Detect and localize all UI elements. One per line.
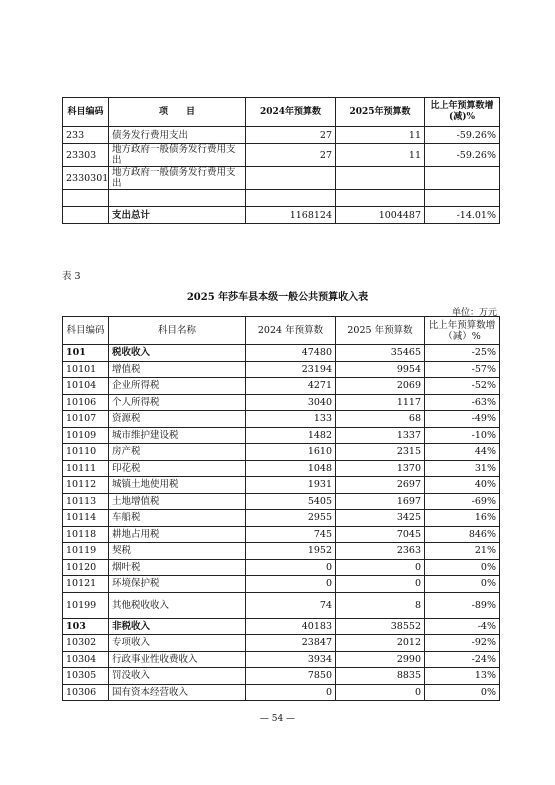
table-row: [63, 543, 500, 560]
cell-code: [63, 190, 109, 207]
table-row: [63, 345, 500, 362]
header-2024: 2024 年预算数: [246, 317, 336, 345]
cell-2024: 1931: [246, 477, 336, 494]
cell-change: 846%: [425, 526, 500, 543]
cell-name: 烟叶税: [109, 559, 246, 576]
header-code: 科目编码: [63, 317, 109, 345]
cell-2025: [336, 190, 425, 207]
cell-code: 10113: [63, 493, 109, 510]
cell-name: 国有资本经营收入: [109, 684, 246, 701]
cell-2024: 4271: [246, 378, 336, 395]
table-row: [63, 167, 500, 190]
cell-change: -4%: [425, 618, 500, 635]
cell-2024: 27: [246, 144, 336, 167]
cell-code: 10199: [63, 592, 109, 618]
cell-code: 10118: [63, 526, 109, 543]
cell-2025: 1004487: [336, 207, 425, 224]
table-row: [63, 592, 500, 618]
cell-2024: 5405: [246, 493, 336, 510]
cell-2025: 2990: [336, 651, 425, 668]
cell-code: 2330301: [63, 167, 109, 190]
table-row: [63, 684, 500, 701]
cell-name: 行政事业性收费收入: [109, 651, 246, 668]
cell-2025: 0: [336, 559, 425, 576]
cell-change: -49%: [425, 411, 500, 428]
cell-2024: 1482: [246, 427, 336, 444]
cell-name: 土地增值税: [109, 493, 246, 510]
cell-2025: 1370: [336, 460, 425, 477]
cell-change: [425, 167, 500, 190]
table-row: [63, 493, 500, 510]
cell-name: 增值税: [109, 361, 246, 378]
cell-2024: 47480: [246, 345, 336, 362]
cell-2024: 1952: [246, 543, 336, 560]
cell-change: 40%: [425, 477, 500, 494]
header-change: 比上年预算数增(减)%: [425, 98, 500, 127]
cell-change: -24%: [425, 651, 500, 668]
table-row: [63, 378, 500, 395]
table-row: [63, 190, 500, 207]
cell-2025: 68: [336, 411, 425, 428]
cell-2024: 3934: [246, 651, 336, 668]
table-row: [63, 559, 500, 576]
table-row: [63, 127, 500, 144]
cell-code: 10110: [63, 444, 109, 461]
cell-code: 10305: [63, 668, 109, 685]
cell-name: 车船税: [109, 510, 246, 527]
table-number-label: 表 3: [62, 271, 81, 282]
cell-name: 房产税: [109, 444, 246, 461]
cell-2024: 7850: [246, 668, 336, 685]
cell-change: 21%: [425, 543, 500, 560]
cell-2024: 0: [246, 559, 336, 576]
table-row: [63, 427, 500, 444]
cell-name: 地方政府一般债务发行费用支出: [109, 167, 246, 190]
cell-2024: 1168124: [246, 207, 336, 224]
cell-name: 资源税: [109, 411, 246, 428]
cell-2024: 0: [246, 576, 336, 593]
table-title: 2025 年莎车县本级一般公共预算收入表: [186, 292, 369, 303]
cell-change: -25%: [425, 345, 500, 362]
cell-2025: 1697: [336, 493, 425, 510]
cell-2025: 2315: [336, 444, 425, 461]
cell-2025: 8: [336, 592, 425, 618]
cell-code: 10114: [63, 510, 109, 527]
cell-2025: 0: [336, 576, 425, 593]
table-row: [63, 651, 500, 668]
cell-name: 专项收入: [109, 635, 246, 652]
cell-code: 101: [63, 345, 109, 362]
revenue-table: [62, 316, 500, 701]
cell-2024: 3040: [246, 394, 336, 411]
cell-2025: 2069: [336, 378, 425, 395]
cell-2024: 745: [246, 526, 336, 543]
cell-change: 0%: [425, 576, 500, 593]
cell-code: 10104: [63, 378, 109, 395]
table-header-row: [63, 98, 500, 127]
table-row: [63, 144, 500, 167]
cell-name: [109, 190, 246, 207]
cell-code: 10106: [63, 394, 109, 411]
cell-code: 10112: [63, 477, 109, 494]
cell-2024: 133: [246, 411, 336, 428]
cell-2024: 2955: [246, 510, 336, 527]
cell-code: 10111: [63, 460, 109, 477]
table-row: [63, 394, 500, 411]
cell-2024: [246, 190, 336, 207]
cell-2024: 23194: [246, 361, 336, 378]
cell-2024: 1610: [246, 444, 336, 461]
cell-change: -63%: [425, 394, 500, 411]
cell-name: 罚没收入: [109, 668, 246, 685]
cell-2025: 2012: [336, 635, 425, 652]
cell-change: 13%: [425, 668, 500, 685]
cell-name: 地方政府一般债务发行费用支出: [109, 144, 246, 167]
cell-code: 10109: [63, 427, 109, 444]
cell-code: 10107: [63, 411, 109, 428]
cell-change: -14.01%: [425, 207, 500, 224]
cell-change: [425, 190, 500, 207]
cell-2025: 2697: [336, 477, 425, 494]
table-row: [63, 477, 500, 494]
cell-name: 支出总计: [109, 207, 246, 224]
cell-code: 10119: [63, 543, 109, 560]
cell-2025: 8835: [336, 668, 425, 685]
header-change: 比上年预算数增（减）%: [425, 317, 500, 345]
table-row: [63, 361, 500, 378]
cell-2025: 3425: [336, 510, 425, 527]
cell-change: 16%: [425, 510, 500, 527]
cell-2025: 1337: [336, 427, 425, 444]
cell-change: 0%: [425, 684, 500, 701]
cell-2024: 0: [246, 684, 336, 701]
cell-name: 印花税: [109, 460, 246, 477]
cell-change: 44%: [425, 444, 500, 461]
table-row: [63, 576, 500, 593]
cell-2025: 11: [336, 127, 425, 144]
cell-name: 城镇土地使用税: [109, 477, 246, 494]
table-row: [63, 510, 500, 527]
cell-change: 31%: [425, 460, 500, 477]
cell-code: [63, 207, 109, 224]
cell-2025: 11: [336, 144, 425, 167]
cell-name: 债务发行费用支出: [109, 127, 246, 144]
cell-code: 10121: [63, 576, 109, 593]
table-row: [63, 618, 500, 635]
table-row: [63, 444, 500, 461]
cell-name: 契税: [109, 543, 246, 560]
cell-2024: 74: [246, 592, 336, 618]
cell-change: -52%: [425, 378, 500, 395]
cell-change: -59.26%: [425, 144, 500, 167]
header-name: 科目名称: [109, 317, 246, 345]
cell-2025: 1117: [336, 394, 425, 411]
cell-code: 10304: [63, 651, 109, 668]
cell-code: 23303: [63, 144, 109, 167]
header-2025: 2025 年预算数: [336, 317, 425, 345]
cell-2025: [336, 167, 425, 190]
cell-change: -59.26%: [425, 127, 500, 144]
cell-2025: 0: [336, 684, 425, 701]
page-number: — 54 —: [259, 714, 296, 724]
cell-change: -89%: [425, 592, 500, 618]
cell-change: -92%: [425, 635, 500, 652]
cell-2024: 23847: [246, 635, 336, 652]
table-row: [63, 526, 500, 543]
table-row: [63, 635, 500, 652]
cell-code: 10302: [63, 635, 109, 652]
cell-name: 非税收入: [109, 618, 246, 635]
cell-2024: [246, 167, 336, 190]
cell-change: -69%: [425, 493, 500, 510]
cell-name: 企业所得税: [109, 378, 246, 395]
header-item: 项 目: [109, 98, 246, 127]
cell-2024: 40183: [246, 618, 336, 635]
cell-name: 耕地占用税: [109, 526, 246, 543]
cell-name: 其他税收收入: [109, 592, 246, 618]
table-row: [63, 668, 500, 685]
cell-change: -57%: [425, 361, 500, 378]
cell-name: 个人所得税: [109, 394, 246, 411]
cell-change: -10%: [425, 427, 500, 444]
unit-label: 单位：万元: [451, 308, 497, 318]
cell-2024: 1048: [246, 460, 336, 477]
cell-code: 233: [63, 127, 109, 144]
header-2025: 2025年预算数: [336, 98, 425, 127]
header-code: 科目编码: [63, 98, 109, 127]
table-header-row: [63, 317, 500, 345]
cell-2025: 7045: [336, 526, 425, 543]
cell-code: 10306: [63, 684, 109, 701]
cell-2025: 38552: [336, 618, 425, 635]
cell-name: 城市维护建设税: [109, 427, 246, 444]
cell-change: 0%: [425, 559, 500, 576]
table-row: [63, 411, 500, 428]
table-row: [63, 460, 500, 477]
cell-name: 税收收入: [109, 345, 246, 362]
cell-2025: 9954: [336, 361, 425, 378]
cell-code: 10120: [63, 559, 109, 576]
expenditure-table: [62, 97, 500, 224]
cell-2025: 2363: [336, 543, 425, 560]
cell-code: 10101: [63, 361, 109, 378]
table-total-row: [63, 207, 500, 224]
cell-name: 环境保护税: [109, 576, 246, 593]
cell-2024: 27: [246, 127, 336, 144]
cell-2025: 35465: [336, 345, 425, 362]
header-2024: 2024年预算数: [246, 98, 336, 127]
cell-code: 103: [63, 618, 109, 635]
